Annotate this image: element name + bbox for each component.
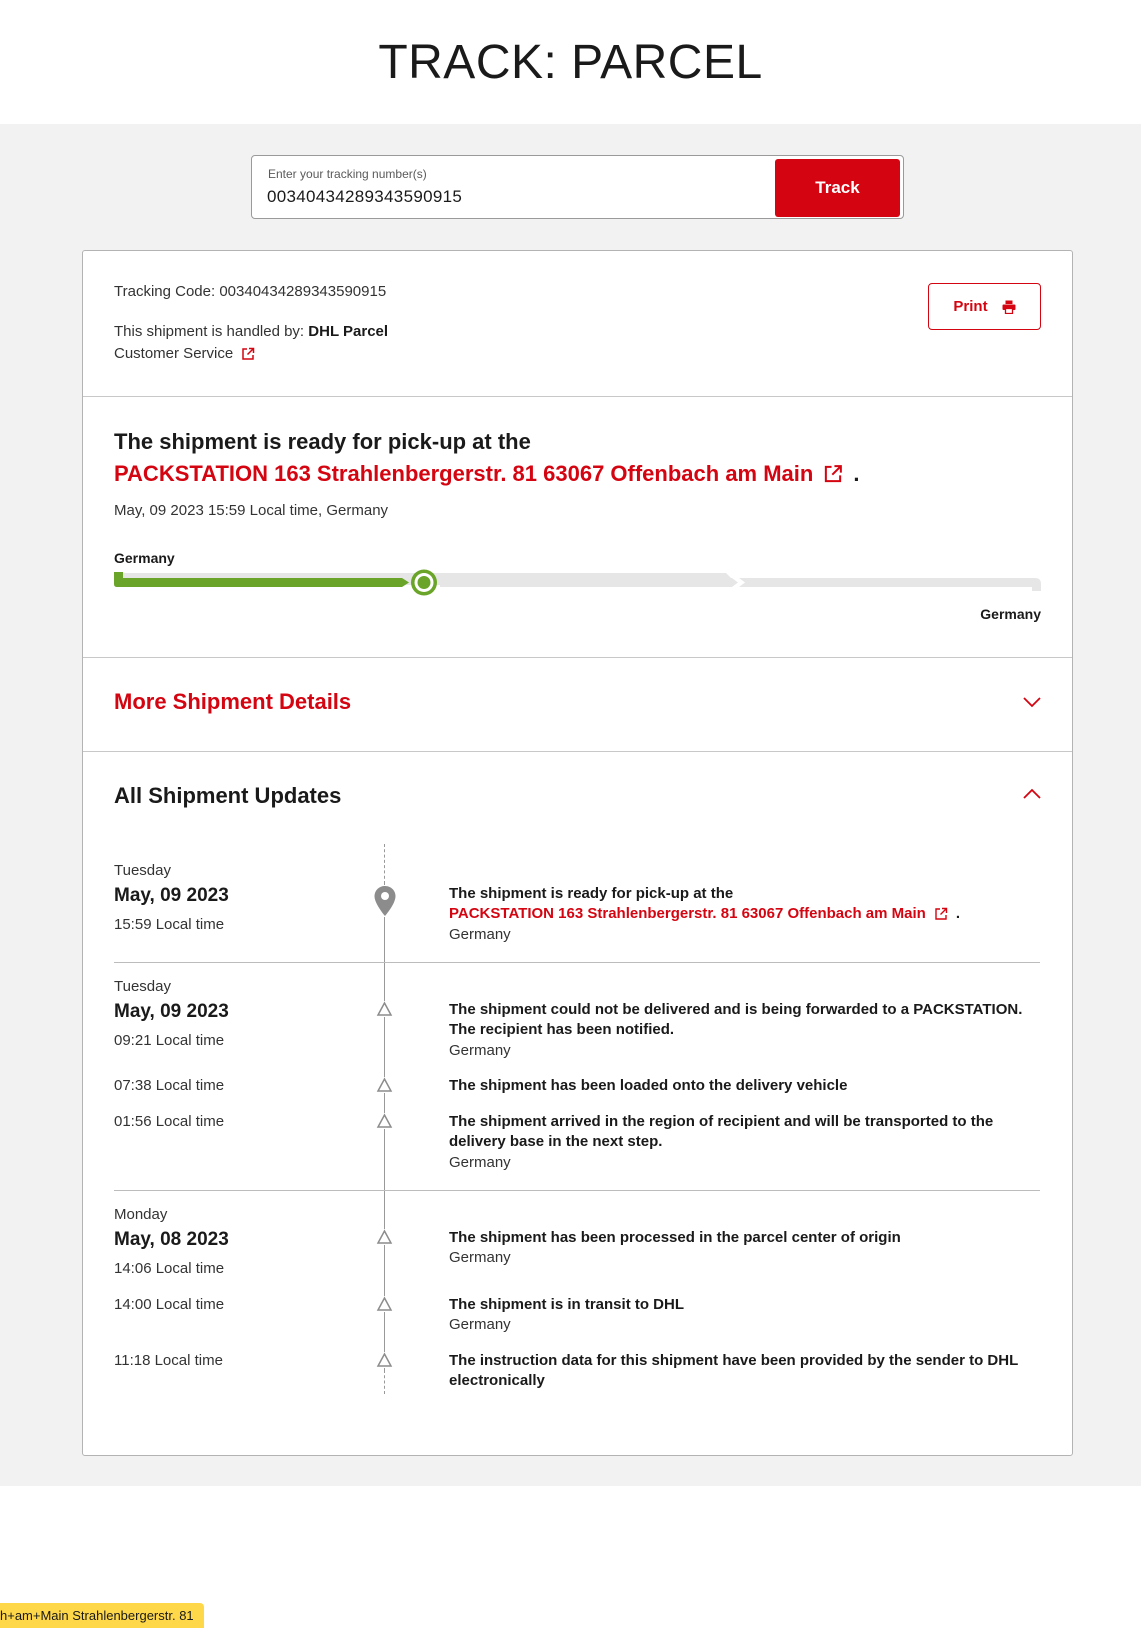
event-place-suffix: . [955,905,960,922]
event-text: The instruction data for this shipment have been provided by the sender to DHL electronically [449,1352,1018,1389]
event-location: Germany [449,1249,511,1266]
page-title: TRACK: PARCEL [378,35,763,89]
chevron-down-icon[interactable] [1023,697,1041,708]
event-text: The shipment arrived in the region of recipient and will be transported to the delivery base in the next step. [449,1113,994,1150]
event-day: Monday [114,1206,168,1223]
map-pin-icon [373,885,397,917]
handled-by-prefix: This shipment is handled by: [114,323,309,340]
event-time: 09:21 Local time [114,1032,225,1049]
event-time: 14:06 Local time [114,1260,225,1277]
event-location-link[interactable] [449,904,960,924]
triangle-icon [376,1113,393,1129]
external-link-icon [823,464,843,484]
event-date: May, 09 2023 [114,885,229,906]
destination-country: Germany [980,606,1041,622]
link-tooltip: h+am+Main Strahlenbergerstr. 81 [0,1603,204,1628]
event-text: The shipment is in transit to DHL [449,1296,685,1313]
external-link-icon [934,907,948,921]
section-divider [83,751,1072,752]
status-time: May, 09 2023 15:59 Local time, Germany [114,502,389,519]
event-location: Germany [449,1316,511,1333]
pickup-location-link[interactable] [114,461,859,487]
triangle-icon [376,1352,393,1368]
customer-service-link[interactable] [114,345,255,362]
print-label: Print [953,298,988,315]
status-title: The shipment is ready for pick-up at the [114,429,531,454]
event-description [449,884,1039,924]
section-divider [83,657,1072,658]
event-text: The shipment has been loaded onto the delivery vehicle [449,1077,848,1094]
group-separator [114,962,1040,963]
handled-by [114,323,388,340]
section-divider [83,396,1072,397]
tracking-number-input[interactable]: 00340434289343590915 [267,187,463,206]
tracking-input-label: Enter your tracking number(s) [268,167,427,181]
event-text: The shipment is ready for pick-up at the [449,885,734,902]
track-button[interactable]: Track [775,159,900,217]
event-day: Tuesday [114,862,171,879]
origin-country: Germany [114,550,175,566]
triangle-icon [376,1001,393,1017]
timeline-line-start [384,844,385,884]
event-location: Germany [449,1154,511,1171]
event-time: 11:18 Local time [114,1352,223,1369]
status-dot: . [853,461,860,486]
chevron-up-icon[interactable] [1023,788,1041,799]
more-shipment-details-toggle[interactable]: More Shipment Details [114,689,352,714]
external-link-icon [241,347,255,361]
event-place: PACKSTATION 163 Strahlenbergerstr. 81 63067 Offenbach am Main [449,905,926,922]
triangle-icon [376,1077,393,1093]
event-time: 14:00 Local time [114,1296,225,1313]
carrier-name: DHL Parcel [308,323,389,340]
triangle-icon [376,1229,393,1245]
event-time: 01:56 Local time [114,1113,225,1130]
tracking-search [251,155,904,219]
event-time: 15:59 Local time [114,916,225,933]
triangle-icon [376,1296,393,1312]
pickup-location: PACKSTATION 163 Strahlenbergerstr. 81 63067 Offenbach am Main [114,461,814,486]
event-text: The shipment has been processed in the parcel center of origin [449,1229,901,1246]
event-date: May, 09 2023 [114,1001,229,1022]
shipment-card [82,250,1073,1456]
timeline-line-end [384,1370,385,1394]
tracking-code: Tracking Code: 00340434289343590915 [114,283,387,300]
event-text: The shipment could not be delivered and is being forwarded to a PACKSTATION. The recipient has been notified. [449,1001,1023,1038]
event-date: May, 08 2023 [114,1229,229,1250]
event-time: 07:38 Local time [114,1077,225,1094]
group-separator [114,1190,1040,1191]
all-shipment-updates-title: All Shipment Updates [114,783,342,808]
shipment-progress-bar [114,569,1043,609]
event-location: Germany [449,926,511,943]
customer-service-label: Customer Service [114,345,234,362]
event-location: Germany [449,1042,511,1059]
print-button[interactable] [928,283,1041,330]
event-day: Tuesday [114,978,171,995]
printer-icon [1002,300,1016,314]
